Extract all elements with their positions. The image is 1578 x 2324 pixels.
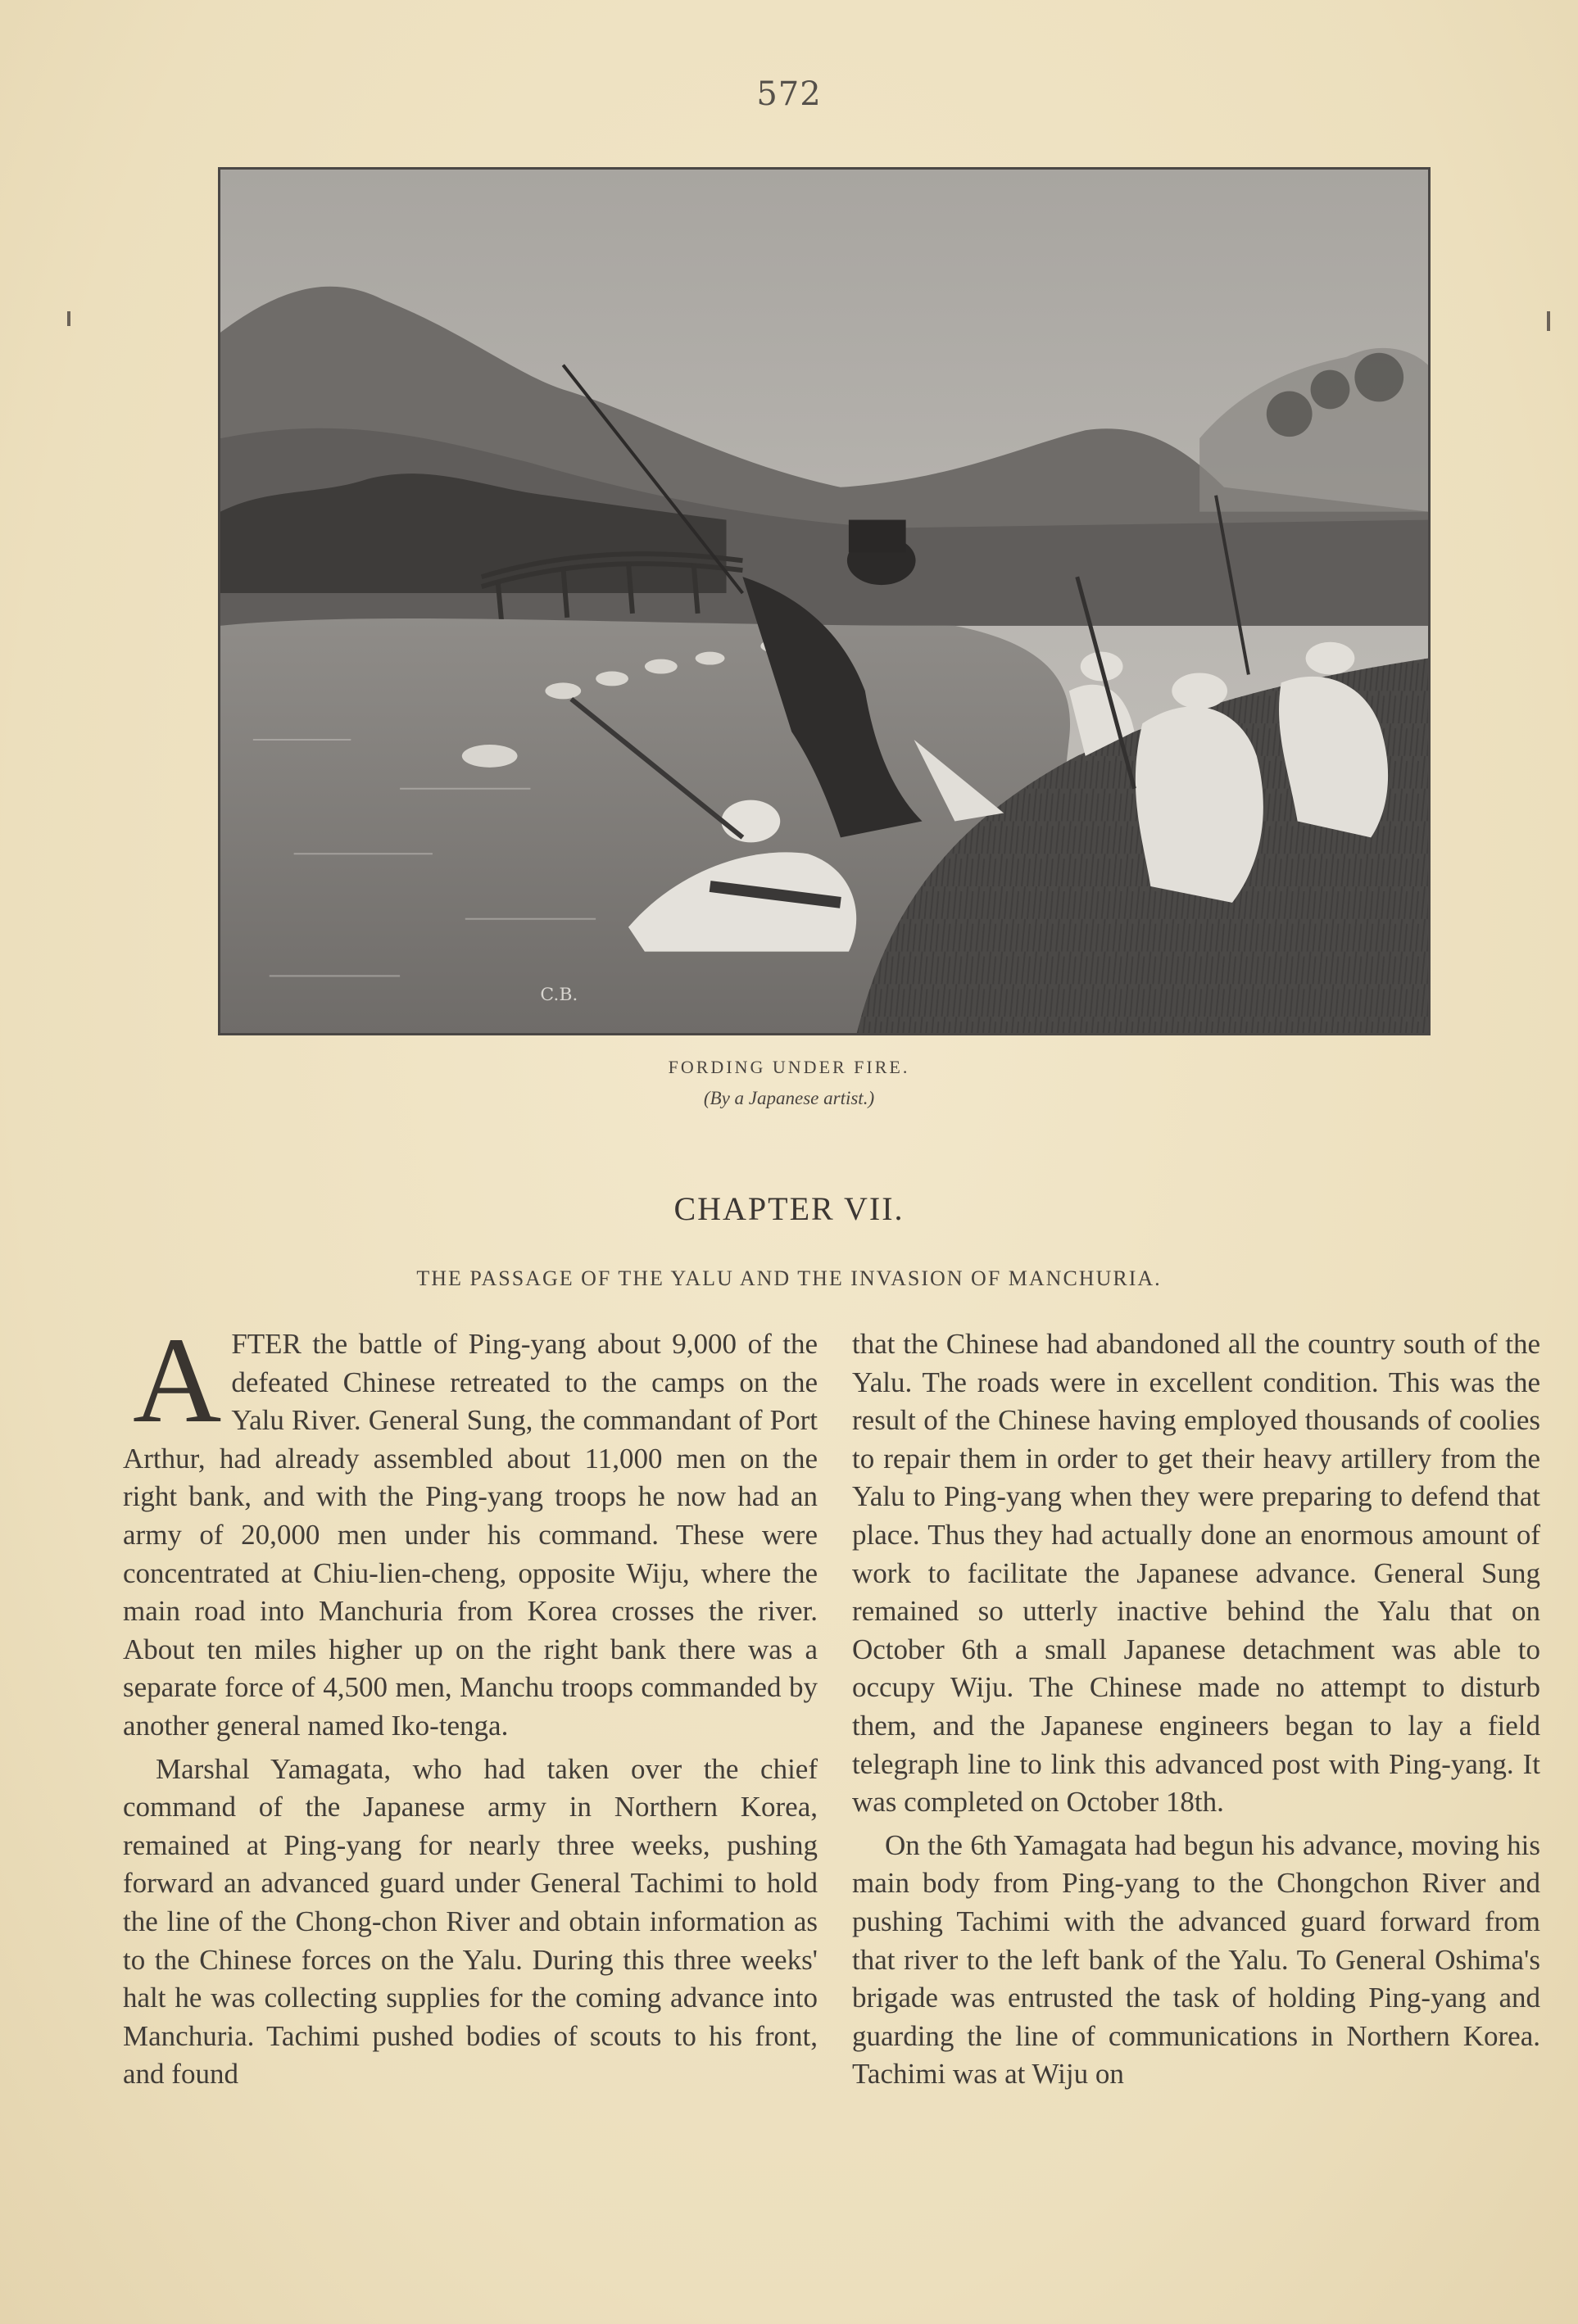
chapter-number: CHAPTER VII. <box>673 1190 905 1227</box>
paragraph: that the Chinese had abandoned all the country south of the Yalu. The roads were in excellent condition. This was the result of the Chinese having employed thousands of coolies to repair them in order to get their heavy artillery from the Yalu to Ping-yang when they were preparing to defend that place. Thus they had actually done an enormous amount of work to facilitate the Japanese advance. General Sung remained so utterly inactive behind the Yalu that on October 6th a small Japanese detachment was able to occupy Wiju. The Chinese made no attempt to disturb them, and the Japanese engineers began to lay a field telegraph line to link this advanced post with Ping-yang. It was completed on October 18th. <box>852 1328 1540 1819</box>
artist-monogram: C.B. <box>540 985 578 1006</box>
illustration-credit: (By a Japanese artist.) <box>703 1088 875 1108</box>
engraving-image <box>220 170 1428 1033</box>
text-column-right <box>852 1325 1540 2094</box>
illustration-caption: FORDING UNDER FIRE. <box>668 1057 910 1077</box>
margin-mark <box>67 311 70 326</box>
paragraph: Marshal Yamagata, who had taken over the chief command of the Japanese army in Northern Korea, remained at Ping-yang for nearly three weeks, pushing forward an advanced guard under General Tachimi to hold the line of the Chong-chon River and obtain information as to the Chinese forces on the Yalu. During this three weeks' halt he was collecting supplies for the coming advance into Manchuria. Tachimi pushed bodies of scouts to his front, and found <box>123 1752 818 2091</box>
illustration-fording-under-fire <box>218 167 1431 1035</box>
paragraph: AFTER the battle of Ping-yang about 9,000 of the defeated Chinese retreated to the camps on the Yalu River. General Sung, the commandant of Port Arthur, had already assembled about 11,000 men on the right bank, and with the Ping-yang troops he now had an army of 20,000 men under his command. These were concentrated at Chiu-lien-cheng, opposite Wiju, where the main road into Manchuria from Korea crosses the river. About ten miles higher up on the right bank there was a separate force of 4,500 men, Manchu troops commanded by another general named Iko-tenga. <box>123 1312 818 1742</box>
chapter-title: THE PASSAGE OF THE YALU AND THE INVASION OF MANCHURIA. <box>416 1266 1162 1290</box>
drop-cap: A <box>133 1312 222 1448</box>
text-column-left <box>123 1312 818 2094</box>
margin-mark <box>1547 311 1550 331</box>
page-number: 572 <box>756 75 822 113</box>
paragraph: On the 6th Yamagata had begun his advance, moving his main body from Ping-yang to the Chongchon River and pushing Tachimi with the advanced guard forward from that river to the left bank of the Yalu. To General Oshima's brigade was entrusted the task of holding Ping-yang and guarding the line of communications in Northern Korea. Tachimi was at Wiju on <box>852 1828 1540 2091</box>
